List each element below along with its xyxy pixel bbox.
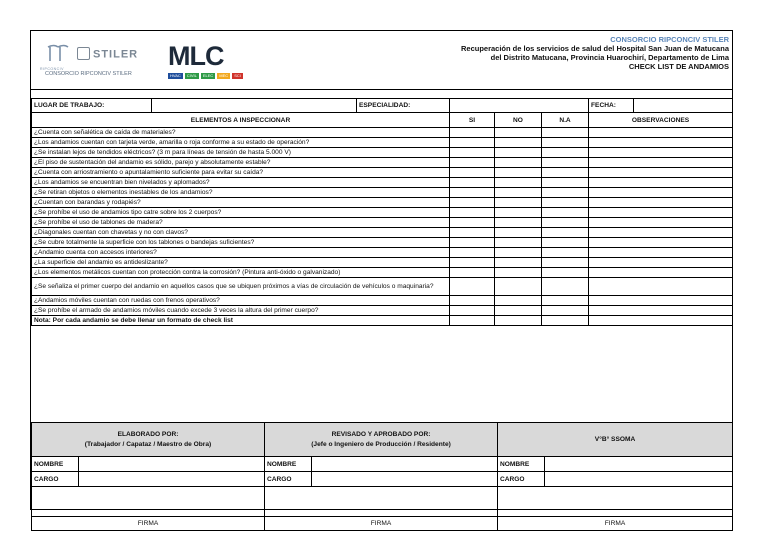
stiler-mark-icon	[77, 47, 90, 60]
table-row	[32, 128, 733, 138]
item-no-cell[interactable]	[495, 148, 542, 158]
checklist-sheet	[30, 30, 733, 527]
document-header	[31, 31, 732, 90]
table-row	[32, 268, 733, 278]
item-na-cell[interactable]	[542, 178, 589, 188]
mlc-tag: MEC	[219, 73, 229, 78]
firma-space-row	[32, 487, 733, 517]
header-project: Recuperación de los servicios de salud del Hospital San Juan de Matucana	[460, 44, 729, 53]
cargo-row	[32, 472, 733, 487]
ripconciv-wordmark: RIPCONCIV	[40, 67, 64, 71]
item-observacion-cell[interactable]	[589, 158, 733, 168]
table-row	[32, 208, 733, 218]
item-na-cell[interactable]	[542, 248, 589, 258]
item-no-cell[interactable]	[495, 228, 542, 238]
table-row	[32, 158, 733, 168]
header-titles	[461, 35, 729, 71]
item-question: ¿Cuentan con barandas y rodapiés?	[32, 198, 450, 208]
vobo-cargo-label: CARGO	[498, 472, 545, 487]
item-no-cell[interactable]	[495, 258, 542, 268]
item-no-cell[interactable]	[495, 188, 542, 198]
item-observacion-cell[interactable]	[589, 148, 733, 158]
item-si-cell[interactable]	[450, 228, 495, 238]
elaborado-nombre-label: NOMBRE	[32, 457, 79, 472]
item-si-cell[interactable]	[450, 258, 495, 268]
item-si-cell[interactable]	[450, 138, 495, 148]
table-row	[32, 238, 733, 248]
revisado-title: REVISADO Y APROBADO POR:	[331, 430, 431, 438]
col-elementos: ELEMENTOS A INSPECCIONAR	[32, 113, 450, 128]
mlc-tag: ELEC	[202, 73, 214, 78]
table-row	[32, 178, 733, 188]
header-consorcio: CONSORCIO RIPCONCIV STILER	[610, 35, 729, 44]
item-observacion-cell[interactable]	[589, 218, 733, 228]
mlc-logo: MLC	[168, 41, 224, 71]
col-no: NO	[495, 113, 542, 128]
item-question: ¿Se señaliza el primer cuerpo del andamio en aquellos casos que se ubiquen próximos a vías de circulación de vehículos o maquinaria?	[32, 278, 450, 296]
elaborado-cargo-input[interactable]	[79, 472, 265, 487]
revisado-cargo-input[interactable]	[312, 472, 498, 487]
col-na: N.A	[542, 113, 589, 128]
lugar-label: LUGAR DE TRABAJO:	[32, 99, 152, 113]
signature-header-row	[32, 423, 733, 457]
item-no-cell[interactable]	[495, 306, 542, 316]
item-si-cell[interactable]	[450, 178, 495, 188]
item-observacion-cell[interactable]	[589, 296, 733, 306]
item-na-cell[interactable]	[542, 208, 589, 218]
item-question: ¿Los andamios cuentan con tarjeta verde, amarilla o roja conforme a su estado de operación?	[32, 138, 450, 148]
item-si-cell[interactable]	[450, 128, 495, 138]
item-question: ¿Andamios móviles cuentan con ruedas con frenos operativos?	[32, 296, 450, 306]
item-si-cell[interactable]	[450, 238, 495, 248]
vobo-nombre-label: NOMBRE	[498, 457, 545, 472]
mlc-tags	[168, 73, 243, 79]
revisado-firma-label: FIRMA	[265, 517, 498, 531]
item-no-cell[interactable]	[495, 138, 542, 148]
mlc-tag: CIVIL	[186, 73, 197, 78]
item-observacion-cell[interactable]	[589, 178, 733, 188]
item-na-cell[interactable]	[542, 268, 589, 278]
item-si-cell[interactable]	[450, 188, 495, 198]
fecha-input[interactable]	[634, 99, 733, 113]
fecha-label: FECHA:	[589, 99, 634, 113]
item-si-cell[interactable]	[450, 268, 495, 278]
item-si-cell[interactable]	[450, 168, 495, 178]
item-no-cell[interactable]	[495, 238, 542, 248]
item-observacion-cell[interactable]	[589, 238, 733, 248]
item-no-cell[interactable]	[495, 296, 542, 306]
lugar-input[interactable]	[152, 99, 357, 113]
item-si-cell[interactable]	[450, 158, 495, 168]
item-question: ¿Andamio cuenta con accesos interiores?	[32, 248, 450, 258]
inspection-table	[31, 98, 733, 326]
item-observacion-cell[interactable]	[589, 278, 733, 296]
especialidad-label: ESPECIALIDAD:	[357, 99, 450, 113]
vobo-firma-label: FIRMA	[498, 517, 733, 531]
vobo-nombre-input[interactable]	[545, 457, 733, 472]
item-question: ¿El piso de sustentación del andamio es sólido, parejo y absolutamente estable?	[32, 158, 450, 168]
items-body	[32, 128, 733, 316]
item-observacion-cell[interactable]	[589, 208, 733, 218]
revisado-cargo-label: CARGO	[265, 472, 312, 487]
item-observacion-cell[interactable]	[589, 306, 733, 316]
document-title: CHECK LIST DE ANDAMIOS	[628, 62, 729, 71]
elaborado-firma-area[interactable]	[32, 487, 265, 517]
item-observacion-cell[interactable]	[589, 188, 733, 198]
table-row	[32, 148, 733, 158]
item-si-cell[interactable]	[450, 198, 495, 208]
item-si-cell[interactable]	[450, 306, 495, 316]
item-na-cell[interactable]	[542, 278, 589, 296]
item-observacion-cell[interactable]	[589, 258, 733, 268]
item-na-cell[interactable]	[542, 238, 589, 248]
item-no-cell[interactable]	[495, 128, 542, 138]
item-si-cell[interactable]	[450, 148, 495, 158]
firma-label-row	[32, 517, 733, 531]
table-row	[32, 228, 733, 238]
item-si-cell[interactable]	[450, 248, 495, 258]
revisado-nombre-input[interactable]	[312, 457, 498, 472]
elaborado-firma-label: FIRMA	[32, 517, 265, 531]
nombre-row	[32, 457, 733, 472]
item-no-cell[interactable]	[495, 168, 542, 178]
revisado-header	[265, 423, 498, 457]
consorcio-subtitle: CONSORCIO RIPCONCIV STILER	[45, 71, 132, 77]
revisado-sub: (Jefe o Ingeniero de Producción / Residente)	[311, 440, 451, 448]
item-question: ¿Se prohíbe el armado de andamios móviles cuando excede 3 veces la altura del primer cuerpo?	[32, 306, 450, 316]
item-observacion-cell[interactable]	[589, 268, 733, 278]
elaborado-nombre-input[interactable]	[79, 457, 265, 472]
item-na-cell[interactable]	[542, 148, 589, 158]
vobo-firma-area[interactable]	[498, 487, 733, 517]
item-na-cell[interactable]	[542, 258, 589, 268]
item-question: ¿Se cubre totalmente la superficie con los tablones o bandejas suficientes?	[32, 238, 450, 248]
info-row	[32, 99, 733, 113]
item-no-cell[interactable]	[495, 218, 542, 228]
signature-table	[31, 422, 733, 531]
item-na-cell[interactable]	[542, 306, 589, 316]
item-na-cell[interactable]	[542, 218, 589, 228]
item-question: ¿Los elementos metálicos cuentan con protección contra la corrosión? (Pintura anti-óxido o galvanizado)	[32, 268, 450, 278]
item-na-cell[interactable]	[542, 228, 589, 238]
item-si-cell[interactable]	[450, 278, 495, 296]
item-observacion-cell[interactable]	[589, 228, 733, 238]
item-si-cell[interactable]	[450, 208, 495, 218]
especialidad-input[interactable]	[450, 99, 589, 113]
item-no-cell[interactable]	[495, 248, 542, 258]
item-observacion-cell[interactable]	[589, 198, 733, 208]
vobo-header: V°B° SSOMA	[498, 423, 733, 457]
item-question: ¿Cuenta con arriostramiento o apuntalamiento suficiente para evitar su caída?	[32, 168, 450, 178]
item-no-cell[interactable]	[495, 278, 542, 296]
elaborado-cargo-label: CARGO	[32, 472, 79, 487]
col-observaciones: OBSERVACIONES	[589, 113, 733, 128]
table-row	[32, 296, 733, 306]
vobo-cargo-input[interactable]	[545, 472, 733, 487]
item-observacion-cell[interactable]	[589, 138, 733, 148]
elaborado-sub: (Trabajador / Capataz / Maestro de Obra)	[84, 440, 212, 448]
item-si-cell[interactable]	[450, 218, 495, 228]
item-no-cell[interactable]	[495, 198, 542, 208]
item-observacion-cell[interactable]	[589, 168, 733, 178]
table-row	[32, 168, 733, 178]
nota-na	[542, 316, 589, 326]
table-row	[32, 198, 733, 208]
table-row	[32, 248, 733, 258]
table-row	[32, 188, 733, 198]
item-question: ¿Diagonales cuentan con chavetas y no con clavos?	[32, 228, 450, 238]
item-na-cell[interactable]	[542, 128, 589, 138]
nota-obs	[589, 316, 733, 326]
item-question: ¿La superficie del andamio es antideslizante?	[32, 258, 450, 268]
item-question: ¿Se prohíbe el uso de andamios tipo catre sobre los 2 cuerpos?	[32, 208, 450, 218]
mlc-tag: HVAC	[170, 73, 181, 78]
nota-si	[450, 316, 495, 326]
item-observacion-cell[interactable]	[589, 248, 733, 258]
item-no-cell[interactable]	[495, 158, 542, 168]
col-si: SI	[450, 113, 495, 128]
item-observacion-cell[interactable]	[589, 128, 733, 138]
header-location: del Distrito Matucana, Provincia Huarochirí, Departamento de Lima	[490, 53, 729, 62]
item-na-cell[interactable]	[542, 168, 589, 178]
item-question: ¿Cuenta con señalética de caída de materiales?	[32, 128, 450, 138]
item-question: ¿Se instalan lejos de tendidos eléctricos? (3 m para líneas de tensión de hasta 5.000 V)	[32, 148, 450, 158]
item-na-cell[interactable]	[542, 158, 589, 168]
column-header-row	[32, 113, 733, 128]
item-na-cell[interactable]	[542, 188, 589, 198]
table-row	[32, 258, 733, 268]
nota-row	[32, 316, 733, 326]
item-question: ¿Se prohíbe el uso de tablones de madera?	[32, 218, 450, 228]
table-row	[32, 306, 733, 316]
item-question: ¿Se retiran objetos o elementos inestables de los andamios?	[32, 188, 450, 198]
item-no-cell[interactable]	[495, 268, 542, 278]
stiler-logo: STILER	[77, 48, 138, 61]
table-row	[32, 218, 733, 228]
nota-text: Nota: Por cada andamio se debe llenar un formato de check list	[32, 316, 450, 326]
revisado-firma-area[interactable]	[265, 487, 498, 517]
elaborado-title: ELABORADO POR:	[117, 430, 179, 438]
item-no-cell[interactable]	[495, 208, 542, 218]
item-na-cell[interactable]	[542, 138, 589, 148]
table-row	[32, 278, 733, 296]
revisado-nombre-label: NOMBRE	[265, 457, 312, 472]
item-na-cell[interactable]	[542, 296, 589, 306]
mlc-tag: SCI	[234, 73, 241, 78]
item-si-cell[interactable]	[450, 296, 495, 306]
ripconciv-logo-icon	[45, 43, 71, 65]
item-question: ¿Los andamios se encuentran bien nivelados y aplomados?	[32, 178, 450, 188]
elaborado-header	[32, 423, 265, 457]
item-no-cell[interactable]	[495, 178, 542, 188]
nota-no	[495, 316, 542, 326]
item-na-cell[interactable]	[542, 198, 589, 208]
table-row	[32, 138, 733, 148]
